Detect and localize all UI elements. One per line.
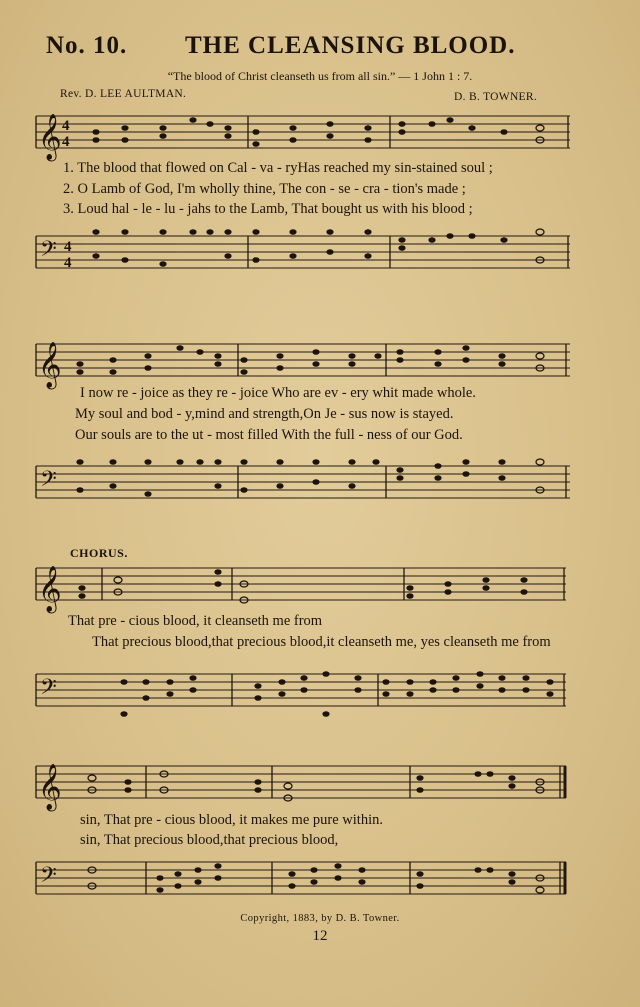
staff-lines xyxy=(36,568,566,600)
treble-clef-icon: 𝄞 xyxy=(38,764,62,810)
bass-clef-icon: 𝄢 xyxy=(40,863,57,893)
system3-bass-notes xyxy=(120,671,553,717)
time-sig-bottom: 4 xyxy=(62,134,70,150)
time-sig-bottom: 4 xyxy=(64,255,72,271)
hymn-title: THE CLEANSING BLOOD. xyxy=(185,32,516,59)
system2-treble-staff xyxy=(0,334,640,390)
system4-bass-staff xyxy=(0,852,640,908)
system4-treble-staff xyxy=(0,756,640,812)
hymn-number: No. 10. xyxy=(46,32,128,59)
time-sig-top: 4 xyxy=(64,239,72,255)
staff-lines xyxy=(36,466,570,498)
system4-treble-notes xyxy=(88,771,544,801)
system3-bass-staff xyxy=(0,660,640,722)
staff-lines xyxy=(36,766,566,798)
system2-bass-staff xyxy=(0,456,640,512)
system1-verse3: 3. Loud hal - le - lu - jahs to the Lamb, That bought us with his blood ; xyxy=(63,201,473,217)
chorus-line2-soprano: sin, That pre - cious blood, it makes me pure within. xyxy=(80,812,383,828)
staff-lines xyxy=(36,862,566,894)
composer-credit: D. B. TOWNER. xyxy=(454,91,538,103)
treble-clef-icon: 𝄞 xyxy=(38,342,62,388)
system2-bass-notes xyxy=(76,459,544,497)
page-number: 12 xyxy=(312,928,328,944)
system1-verse2: 2. O Lamb of God, I'm wholly thine, The con - se - cra - tion's made ; xyxy=(63,181,466,197)
lyricist-credit: Rev. D. LEE AULTMAN. xyxy=(60,88,187,100)
system1-bass-staff xyxy=(0,226,640,282)
system1-bass-notes xyxy=(92,229,544,267)
chorus-line1-bass: That precious blood,that precious blood,it cleanseth me, yes cleanseth me from xyxy=(92,634,551,650)
time-sig-top: 4 xyxy=(62,118,70,134)
staff-lines xyxy=(36,236,570,268)
hymn-header xyxy=(0,32,640,66)
staff-lines xyxy=(36,116,570,148)
system3-treble-staff xyxy=(0,558,640,614)
system1-treble-staff xyxy=(0,108,640,168)
treble-clef-icon: 𝄞 xyxy=(38,566,62,612)
chorus-line1-soprano: That pre - cious blood, it cleanseth me from xyxy=(68,613,323,629)
system2-verse1: I now re - joice as they re - joice Who are ev - ery whit made whole. xyxy=(80,385,476,401)
system1-verse1: 1. The blood that flowed on Cal - va - ryHas reached my sin-stained soul ; xyxy=(63,160,493,176)
treble-clef-icon: 𝄞 xyxy=(38,114,62,160)
bass-clef-icon: 𝄢 xyxy=(40,237,57,267)
copyright-notice: Copyright, 1883, by D. B. Towner. xyxy=(240,913,400,924)
bass-clef-icon: 𝄢 xyxy=(40,467,57,497)
bass-clef-icon: 𝄢 xyxy=(40,675,57,705)
scripture-reference: “The blood of Christ cleanseth us from all sin.” — 1 John 1 : 7. xyxy=(167,69,473,83)
chorus-label: CHORUS. xyxy=(70,546,128,560)
system3-treble-notes xyxy=(78,569,527,603)
chorus-line2-bass: sin, That precious blood,that precious blood, xyxy=(80,832,339,848)
system2-verse3: Our souls are to the ut - most filled With the full - ness of our God. xyxy=(75,427,463,443)
system2-verse2: My soul and bod - y,mind and strength,On Je - sus now is stayed. xyxy=(75,406,454,422)
